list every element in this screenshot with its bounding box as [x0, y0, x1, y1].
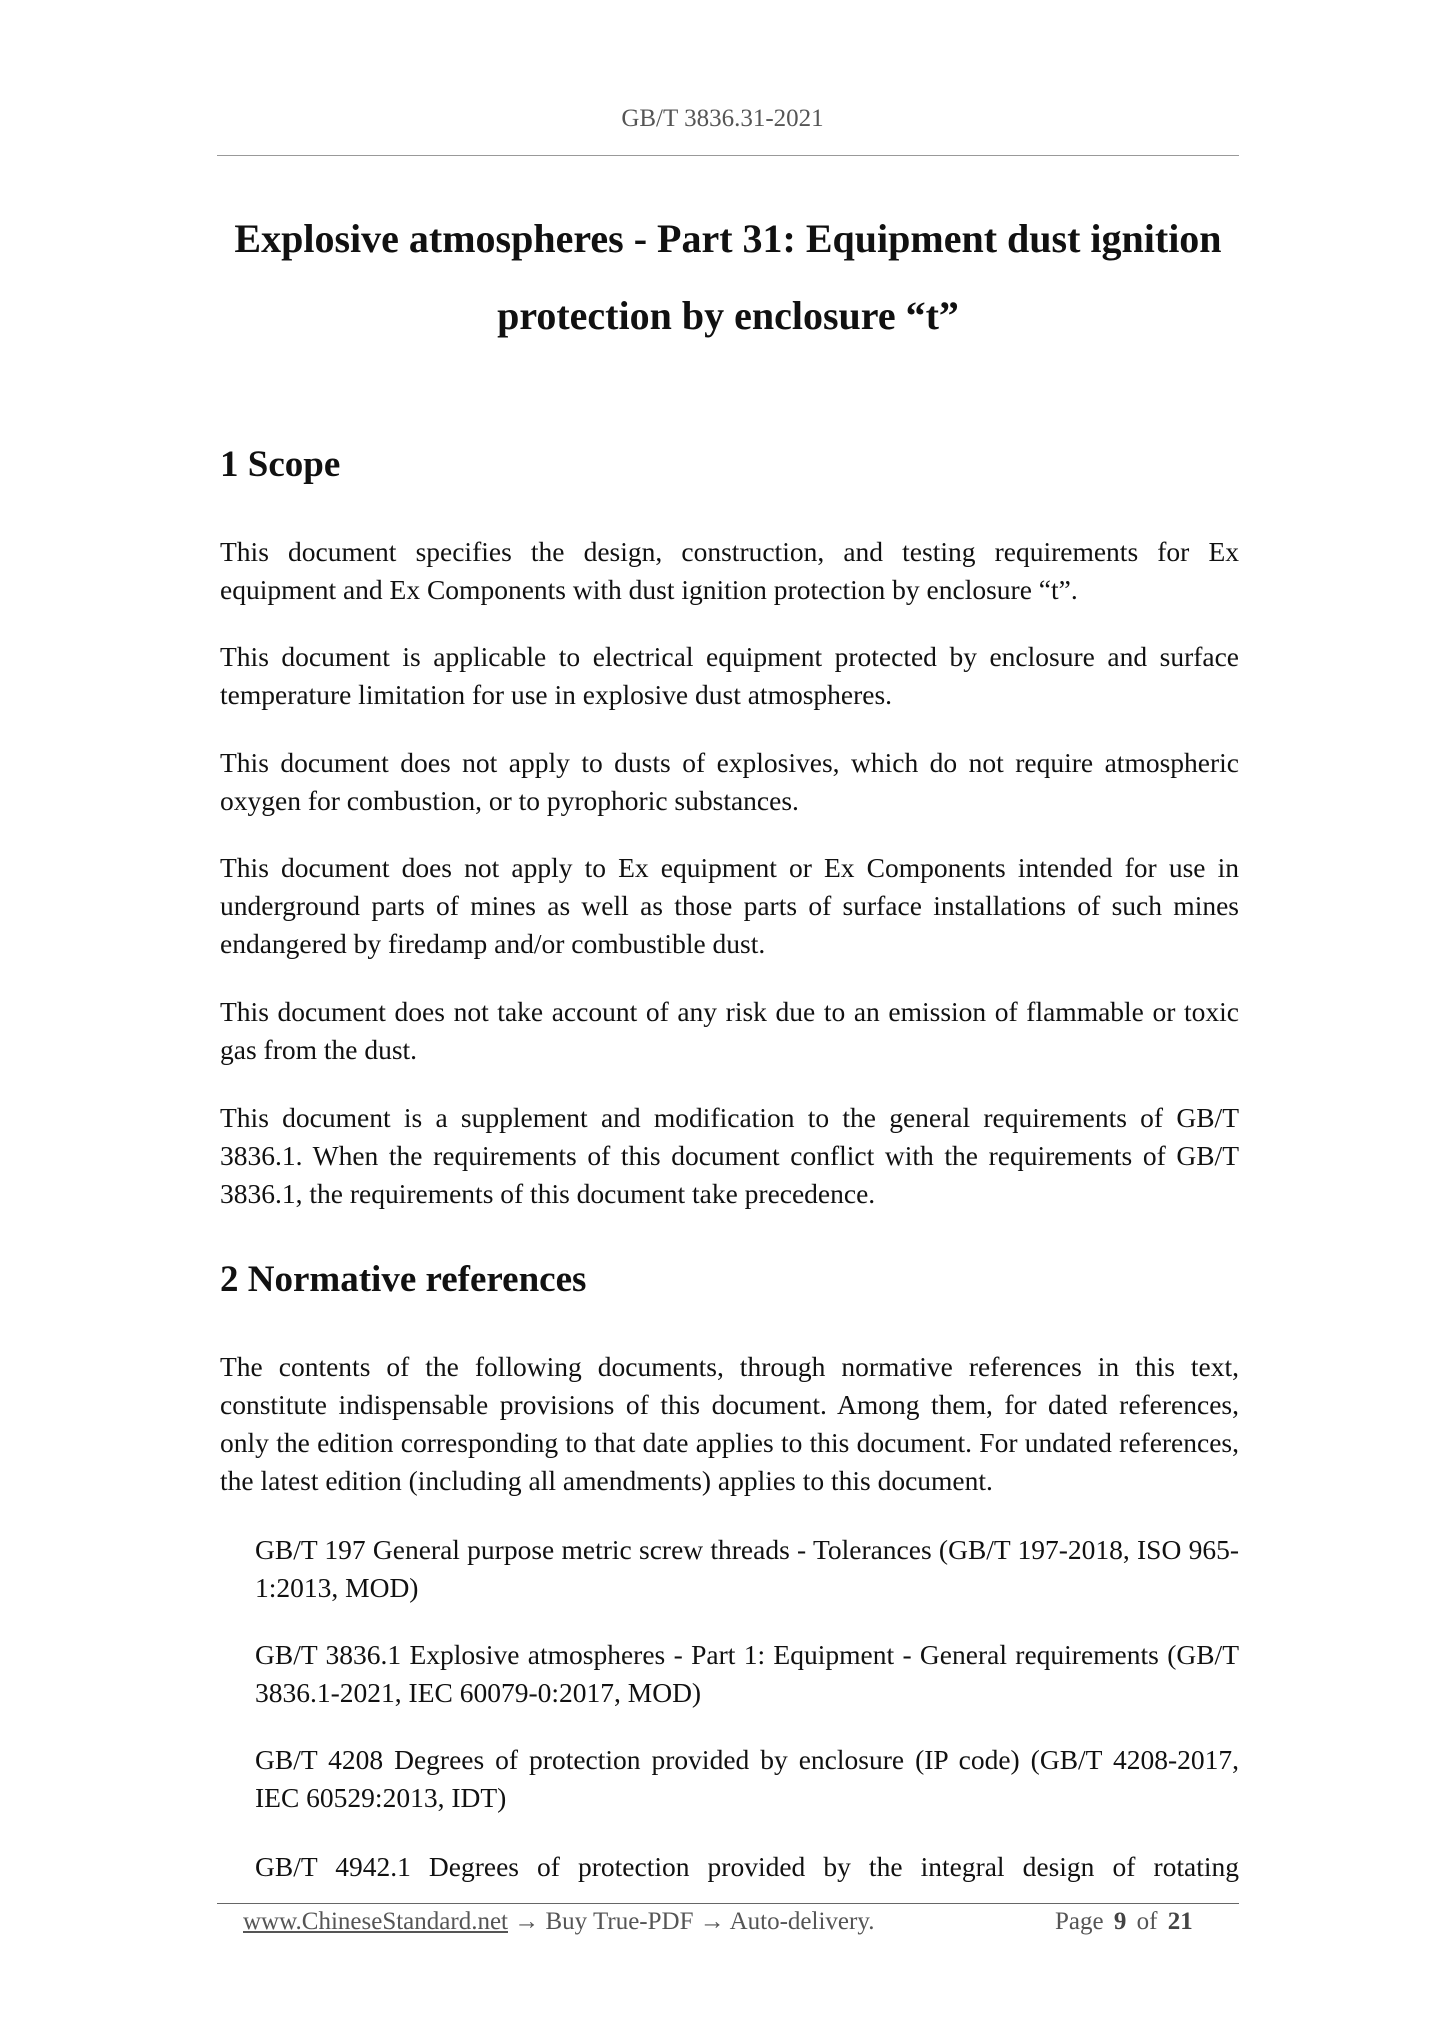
section-heading-scope: 1 Scope — [220, 444, 341, 485]
reference-item: GB/T 4208 Degrees of protection provided by enclosure (IP code) (GB/T 4208-2017, IEC 60529:2013, IDT) — [255, 1744, 1239, 1813]
reference-item: GB/T 4942.1 Degrees of protection provided by the integral design of rotating — [255, 1851, 1239, 1882]
reference-item: GB/T 3836.1 Explosive atmospheres - Part 1: Equipment - General requirements (GB/T 3836.1-2021, IEC 60079-0:2017, MOD) — [255, 1639, 1239, 1708]
running-header: GB/T 3836.31-2021 — [621, 105, 824, 132]
total-pages: 21 — [1167, 1908, 1193, 1935]
paragraph: This document does not apply to dusts of explosives, which do not require atmospheric oxygen for combustion, or to pyrophoric substances. — [220, 747, 1239, 816]
of-label: of — [1136, 1908, 1158, 1935]
paragraph: This document does not take account of any risk due to an emission of flammable or toxic gas from the dust. — [220, 996, 1239, 1065]
document-title — [217, 200, 1239, 354]
footer-promo — [243, 1908, 874, 1936]
arrow-right-icon: → — [699, 1908, 725, 1935]
paragraph: This document is a supplement and modification to the general requirements of GB/T 3836.1. When the requirements of this document conflict with the requirements of GB/T 3836.1, the requirements of this document take precedence. — [220, 1102, 1239, 1209]
buy-text: Buy True-PDF — [545, 1908, 694, 1935]
paragraph: The contents of the following documents, through normative references in this text, constitute indispensable provisions of this document. Among them, for dated references, only the edition corresponding to that date applies to this document. For undated references, the latest edition (including all amendments) applies to this document. — [220, 1351, 1239, 1496]
header-rule — [217, 155, 1239, 156]
paragraph: This document specifies the design, construction, and testing requirements for Ex equipment and Ex Components with dust ignition protection by enclosure “t”. — [220, 536, 1239, 605]
arrow-right-icon: → — [514, 1908, 540, 1935]
paragraph: This document is applicable to electrical equipment protected by enclosure and surface temperature limitation for use in explosive dust atmospheres. — [220, 641, 1239, 710]
website-link[interactable]: www.ChineseStandard.net — [243, 1908, 508, 1935]
title-line-1: Explosive atmospheres - Part 31: Equipment dust ignition — [234, 216, 1222, 261]
page-label: Page — [1055, 1908, 1104, 1935]
paragraph: This document does not apply to Ex equipment or Ex Components intended for use in underground parts of mines as well as those parts of surface installations of such mines endangered by firedamp and/or combustible dust. — [220, 852, 1239, 959]
current-page: 9 — [1113, 1908, 1127, 1935]
page-number — [1055, 1908, 1193, 1936]
delivery-text: Auto-delivery. — [729, 1908, 875, 1935]
footer-rule — [217, 1903, 1239, 1904]
section-heading-normative-references: 2 Normative references — [220, 1259, 587, 1300]
title-line-2: protection by enclosure “t” — [497, 293, 959, 338]
reference-item: GB/T 197 General purpose metric screw threads - Tolerances (GB/T 197-2018, ISO 965-1:2013, MOD) — [255, 1534, 1239, 1603]
